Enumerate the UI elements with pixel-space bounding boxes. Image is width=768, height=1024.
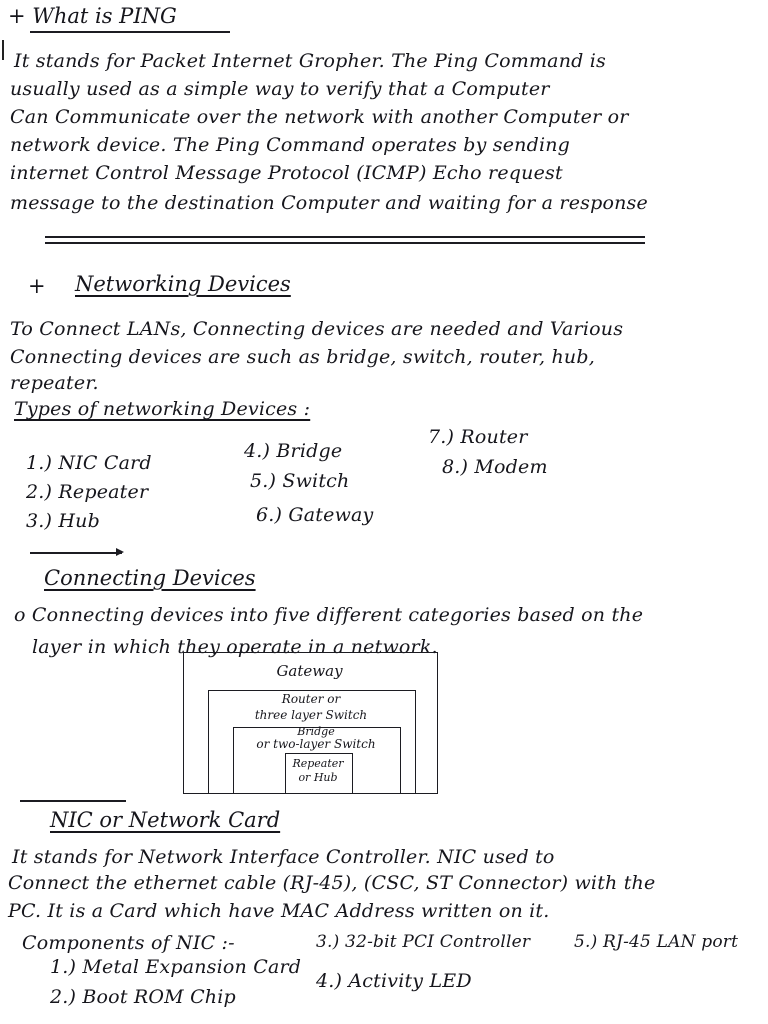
type-item-8: 8.) Modem bbox=[442, 456, 548, 478]
types-heading: Types of networking Devices : bbox=[14, 398, 311, 420]
networking-bullet: + bbox=[28, 274, 46, 298]
networking-line-1: To Connect LANs, Connecting devices are needed and Various bbox=[10, 318, 624, 340]
connecting-line-2: layer in which they operate in a network. bbox=[32, 636, 438, 658]
type-item-7: 7.) Router bbox=[428, 426, 528, 448]
ping-line-6: message to the destination Computer and waiting for a response bbox=[10, 192, 648, 214]
diagram-switch-label: or two-layer Switch bbox=[256, 737, 376, 751]
divider-short bbox=[20, 800, 126, 802]
ping-line-5: internet Control Message Protocol (ICMP) Echo request bbox=[10, 162, 563, 184]
nic-component-5: 5.) RJ-45 LAN port bbox=[574, 932, 739, 952]
diagram-repeater-label-2: or Hub bbox=[298, 771, 338, 784]
nic-component-1: 1.) Metal Expansion Card bbox=[50, 956, 302, 978]
nic-component-2: 2.) Boot ROM Chip bbox=[50, 986, 236, 1008]
diagram-gateway-label: Gateway bbox=[276, 662, 343, 680]
diagram-router-label-2: three layer Switch bbox=[254, 708, 368, 722]
type-item-6: 6.) Gateway bbox=[256, 504, 374, 526]
ping-line-1: It stands for Packet Internet Gropher. The Ping Command is bbox=[14, 50, 606, 72]
margin-mark bbox=[2, 40, 4, 60]
nic-component-4: 4.) Activity LED bbox=[316, 970, 472, 992]
ping-heading: + What is PING bbox=[8, 4, 177, 28]
diagram-router-label-1: Router or bbox=[281, 692, 341, 706]
nic-heading: NIC or Network Card bbox=[50, 808, 281, 832]
nic-line-3: PC. It is a Card which have MAC Address written on it. bbox=[8, 900, 550, 922]
networking-heading: Networking Devices bbox=[75, 272, 291, 296]
type-item-3: 3.) Hub bbox=[26, 510, 100, 532]
ping-line-3: Can Communicate over the network with another Computer or bbox=[10, 106, 629, 128]
section-divider-top bbox=[45, 236, 645, 238]
diagram-repeater-label-1: Repeater bbox=[292, 757, 344, 770]
type-item-2: 2.) Repeater bbox=[26, 481, 149, 503]
connecting-heading: Connecting Devices bbox=[44, 566, 256, 590]
networking-line-2: Connecting devices are such as bridge, switch, router, hub, bbox=[10, 346, 595, 368]
ping-line-2: usually used as a simple way to verify that a Computer bbox=[10, 78, 550, 100]
networking-line-3: repeater. bbox=[10, 372, 99, 394]
nic-component-3: 3.) 32-bit PCI Controller bbox=[316, 932, 531, 952]
type-item-5: 5.) Switch bbox=[250, 470, 350, 492]
nic-line-2: Connect the ethernet cable (RJ-45), (CSC, ST Connector) with the bbox=[8, 872, 656, 894]
nic-line-1: It stands for Network Interface Controller. NIC used to bbox=[12, 846, 555, 868]
diagram-bridge-label: Bridge bbox=[297, 725, 335, 738]
divider-arrow bbox=[30, 552, 122, 554]
section-divider-bottom bbox=[45, 242, 645, 244]
ping-line-4: network device. The Ping Command operates by sending bbox=[10, 134, 571, 156]
type-item-4: 4.) Bridge bbox=[244, 440, 343, 462]
ping-heading-underline bbox=[30, 31, 230, 33]
connecting-line-1: o Connecting devices into five different categories based on the bbox=[14, 604, 644, 626]
type-item-1: 1.) NIC Card bbox=[26, 452, 152, 474]
nic-components-heading: Components of NIC :- bbox=[22, 932, 235, 954]
